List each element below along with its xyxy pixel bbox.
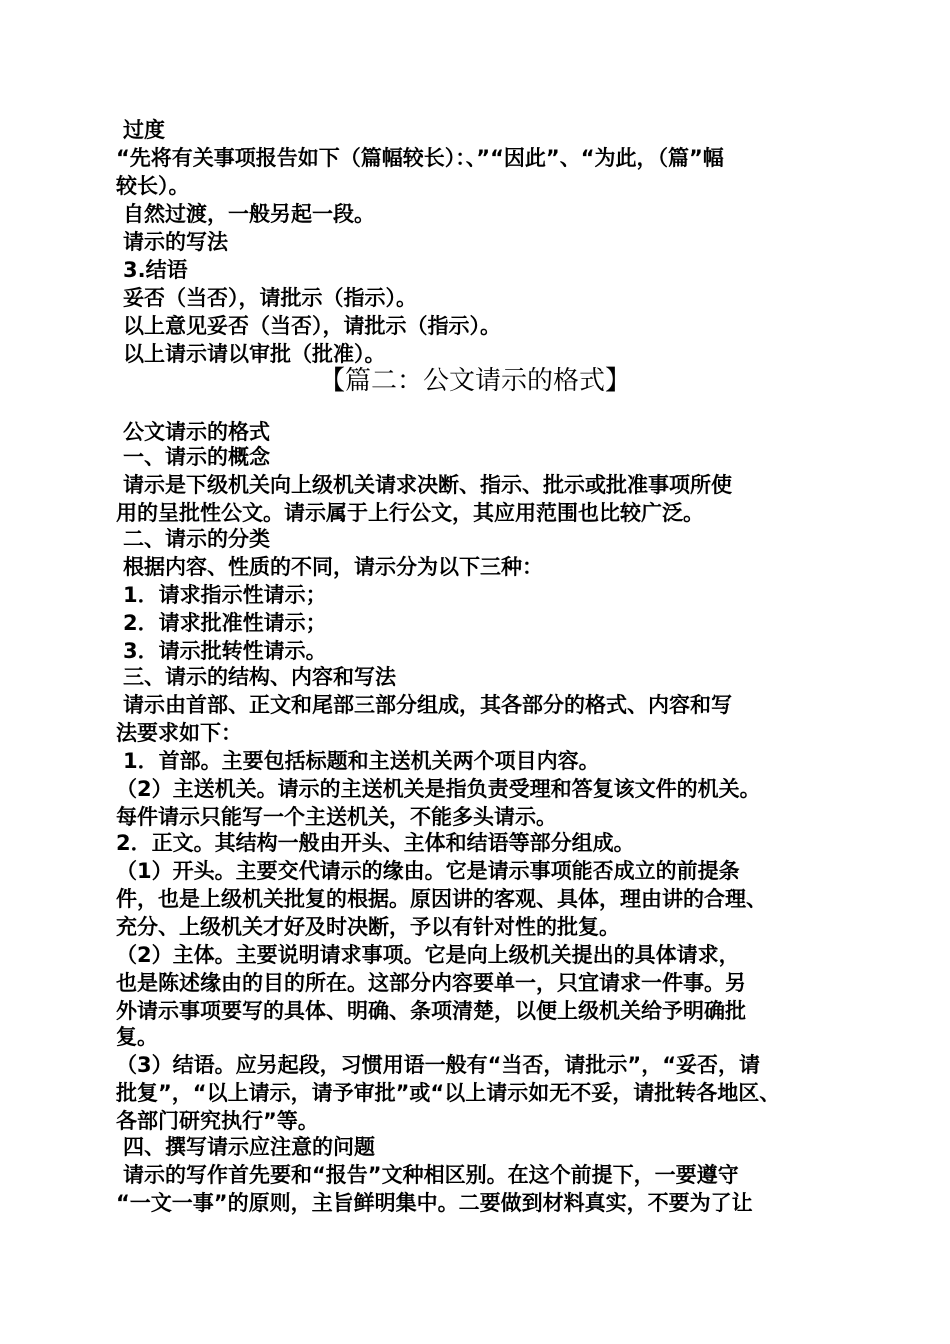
- text-line: 二、请示的分类: [123, 527, 270, 551]
- text-line: 也是陈述缘由的目的所在。这部分内容要单一，只宜请求一件事。另: [116, 971, 746, 995]
- text-line: 用的呈批性公文。请示属于上行公文，其应用范围也比较广泛。: [116, 501, 704, 525]
- text-line: 较长）。: [116, 174, 190, 198]
- text-line: 妥否（当否），请批示（指示）。: [123, 286, 417, 310]
- text-line: 以上请示请以审批（批准）。: [123, 342, 386, 366]
- text-line: 1．首部。主要包括标题和主送机关两个项目内容。: [123, 749, 600, 773]
- text-line: 公文请示的格式: [123, 420, 270, 444]
- text-line: 充分、上级机关才好及时决断，予以有针对性的批复。: [116, 915, 620, 939]
- text-line: （3）结语。应另起段，习惯用语一般有“当否，请批示”，“妥否，请: [116, 1053, 761, 1077]
- text-line: 以上意见妥否（当否），请批示（指示）。: [123, 314, 501, 338]
- text-line: 请示的写作首先要和“报告”文种相区别。在这个前提下，一要遵守: [123, 1163, 739, 1187]
- text-line: （2）主送机关。请示的主送机关是指负责受理和答复该文件的机关。: [116, 777, 761, 801]
- text-line: 请示由首部、正文和尾部三部分组成，其各部分的格式、内容和写: [123, 693, 732, 717]
- text-line: “一文一事”的原则，主旨鲜明集中。二要做到材料真实，不要为了让: [116, 1191, 753, 1215]
- text-line: 法要求如下：: [116, 721, 242, 745]
- text-line: “先将有关事项报告如下（篇幅较长）：、”“因此”、“为此，（篇”幅: [116, 146, 724, 170]
- text-line: 2．请求批准性请示；: [123, 611, 327, 635]
- text-line: （2）主体。主要说明请求事项。它是向上级机关提出的具体请求，: [116, 943, 740, 967]
- text-line: 一、请示的概念: [123, 445, 270, 469]
- text-line: 请示是下级机关向上级机关请求决断、指示、批示或批准事项所使: [123, 473, 732, 497]
- text-line: 1．请求指示性请示；: [123, 583, 327, 607]
- text-line: 四、撰写请示应注意的问题: [123, 1135, 375, 1159]
- text-line: 件，也是上级机关批复的根据。原因讲的客观、具体，理由讲的合理、: [116, 887, 767, 911]
- text-line: （1）开头。主要交代请示的缘由。它是请示事项能否成立的前提条: [116, 859, 740, 883]
- text-line: 外请示事项要写的具体、明确、条项清楚，以便上级机关给予明确批: [116, 999, 746, 1023]
- text-line: 2．正文。其结构一般由开头、主体和结语等部分组成。: [116, 831, 635, 855]
- text-line: 复。: [116, 1025, 158, 1049]
- text-line: 过度: [123, 118, 165, 142]
- text-line: 3.结语: [123, 258, 188, 282]
- text-line: 根据内容、性质的不同，请示分为以下三种：: [123, 555, 543, 579]
- text-line: 三、请示的结构、内容和写法: [123, 665, 396, 689]
- text-line: 请示的写法: [123, 230, 228, 254]
- text-line: 每件请示只能写一个主送机关，不能多头请示。: [116, 805, 557, 829]
- text-line: 自然过渡，一般另起一段。: [123, 202, 375, 226]
- text-line: 批复”，“以上请示，请予审批”或“以上请示如无不妥，请批转各地区、: [116, 1081, 781, 1105]
- text-line: 各部门研究执行”等。: [116, 1109, 319, 1133]
- text-line: 3．请示批转性请示。: [123, 639, 327, 663]
- section-title: 【篇二：公文请示的格式】: [318, 366, 631, 396]
